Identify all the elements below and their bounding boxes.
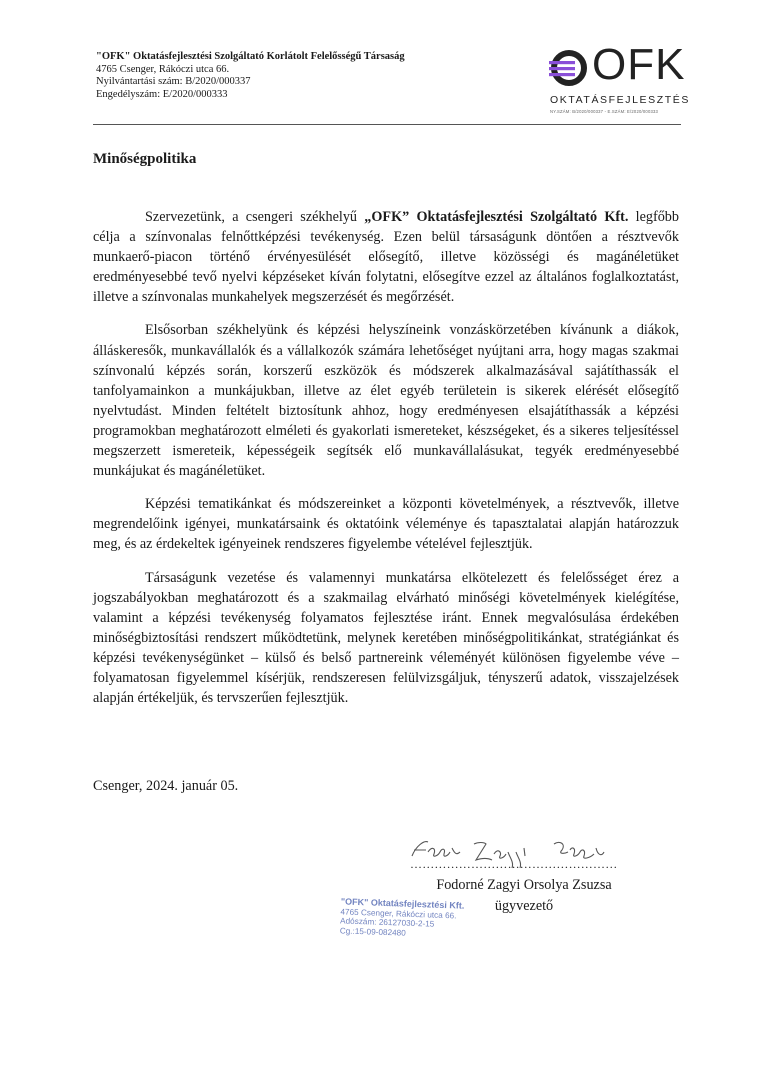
paragraph-1-rest: legfőbb célja a színvonalas felnőttképzési tevékenység. Ezen belül társaságunk döntően a résztvevők munkaerő-piacon történő érvényesülését elősegítő, illetve közösségi és magánéletüket eredményesebbé tevő nyelvi képzéseket kíván folytatni, elősegítve ezzel az általános foglalkoztatást, illetve a színvonalas munkahelyek megszerzését és megőrzését. [93, 209, 679, 306]
company-address: 4765 Csenger, Rákóczi utca 66. [96, 63, 230, 75]
ofk-logo [546, 40, 690, 120]
document-body [93, 207, 679, 721]
document-title: Minőségpolitika [93, 151, 197, 167]
stamp-line-2: 4765 Csenger, Rákóczi utca 66. [340, 906, 457, 921]
paragraph-1-lead: Szervezetünk, a csengeri székhelyű [145, 209, 365, 225]
stamp-line-3: Adószám: 26127030-2-15 [339, 916, 435, 929]
company-header [96, 51, 516, 101]
logo-o-stripes-icon [549, 48, 589, 88]
stamp-line-4: Cg.:15-09-082480 [339, 926, 406, 938]
registration-number: Nyilvántartási szám: B/2020/000337 [96, 76, 251, 87]
place-and-date: Csenger, 2024. január 05. [93, 778, 239, 794]
logo-tagline: OKTATÁSFEJLESZTÉS [550, 94, 690, 106]
logo-wordmark: OFK [592, 40, 686, 89]
license-number: Engedélyszám: E/2020/000333 [96, 88, 228, 100]
company-name: "OFK" Oktatásfejlesztési Szolgáltató Korlátolt Felelősségű Társaság [96, 51, 405, 62]
logo-fine-print: NY.SZÁM: B/2020/000337 - E.SZÁM: E/2020/000333 [550, 109, 659, 114]
company-name-bold: „OFK” Oktatásfejlesztési Szolgáltató Kft. [364, 209, 629, 225]
header-divider [93, 124, 681, 125]
signer-role: ügyvezető [494, 898, 554, 914]
stamp-line-1: "OFK" Oktatásfejlesztési Kft. [340, 896, 465, 911]
paragraph-1 [93, 207, 679, 307]
signature-line: …………………………………………… [410, 857, 618, 871]
paragraph-2: Elsősorban székhelyünk és képzési helyszíneink vonzáskörzetében kívánunk a diákok, álláskeresők, munkavállalók és a vállalkozók számára lehetőséget nyújtani arra, hogy magas szakmai színvonalú képzés során, korszerű eszközök és módszerek alkalmazásával sajátíthassák el tanfolyamainkon a munkájukban, illetve az élet egyéb területein is sikerek elérését elősegítő nyelvtudást. Minden feltételt biztosítunk ahhoz, hogy eredményesen elsajátíthassák a képzési programokban meghatározott elméleti és gyakorlati ismereteket, készségeket, és a sikeres teljesítéssel megszerzett ismereteik, képességeik segítsék elő munkavállalásukat, tegyék eredményesebbé munkájukat és magánéletüket. [93, 322, 679, 480]
paragraph-3: Képzési tematikánkat és módszereinket a központi követelmények, a résztvevők, illetve megrendelőink igényei, munkatársaink és oktatóink véleménye és tapasztalatai alapján határozzuk meg, és az érdekeltek igényeinek rendszeres figyelembe vételével fejlesztjük. [93, 496, 679, 553]
company-stamp [339, 897, 491, 954]
signer-name: Fodorné Zagyi Orsolya Zsuzsa [436, 877, 612, 893]
paragraph-4: Társaságunk vezetése és valamennyi munkatársa elkötelezett és felelősséget érez a jogszabályokban meghatározott és a szakmailag elvárható minőségi követelmények kielégítése, valamint a képzési tevékenység folyamatos fejlesztése iránt. Ennek megvalósulása érdekében minőségbiztosítási rendszert működtetünk, melynek keretében minőségpolitikánkat, stratégiánkat és képzési tevékenységünket – külső és belső partnereink véleményét különösen figyelembe véve – folyamatosan figyelemmel kísérjük, rendszeresen felülvizsgáljuk, tényszerű adatok, visszajelzések alapján értékeljük, és tervszerűen fejlesztjük. [93, 569, 679, 707]
